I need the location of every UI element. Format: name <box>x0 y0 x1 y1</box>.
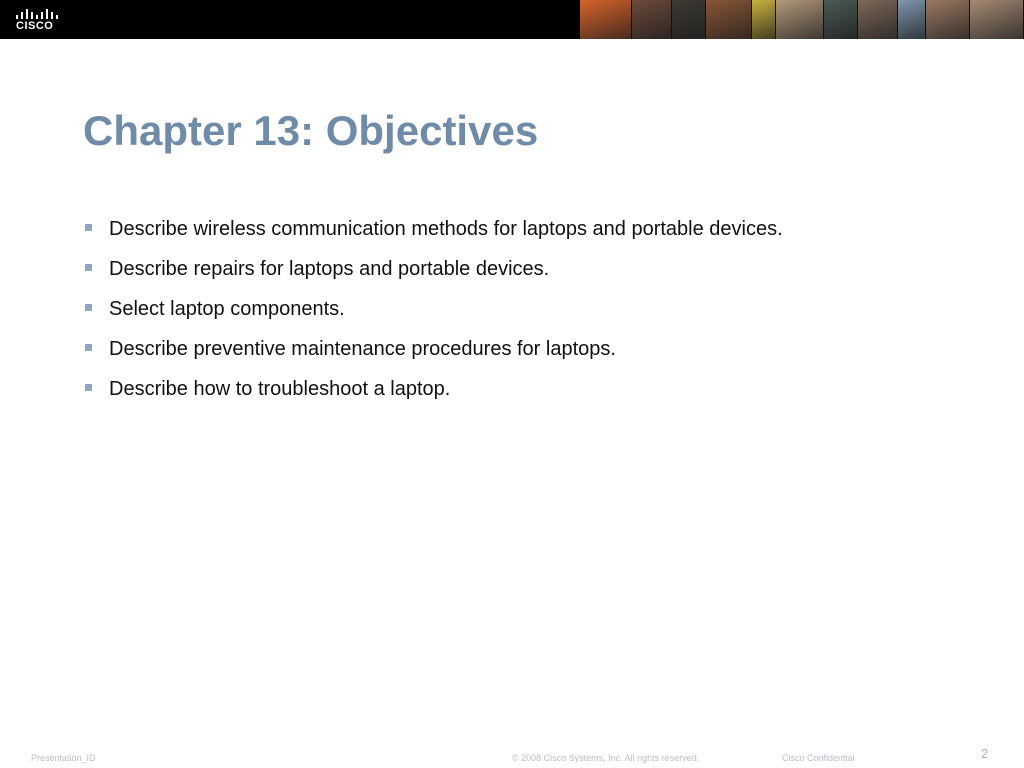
autumn-leaves-photo <box>580 0 632 39</box>
objective-item <box>84 249 783 289</box>
header-banner <box>0 0 1024 39</box>
man-portrait-photo <box>926 0 970 39</box>
objective-text: Describe how to troubleshoot a laptop. <box>109 378 451 400</box>
man-on-phone-photo <box>672 0 706 39</box>
objective-text: Select laptop components. <box>109 298 345 320</box>
cisco-logo-text: CISCO <box>16 20 54 32</box>
square-bullet-icon <box>85 224 92 231</box>
cisco-bars-icon <box>13 6 59 20</box>
square-bullet-icon <box>85 264 92 271</box>
objective-item <box>84 289 783 329</box>
man-in-cap-photo <box>970 0 1024 39</box>
sketch-photo <box>824 0 858 39</box>
square-bullet-icon <box>85 344 92 351</box>
objective-item <box>84 329 783 369</box>
objectives-list <box>84 209 783 409</box>
objective-item <box>84 369 783 409</box>
hands-photo <box>776 0 824 39</box>
smiling-woman-photo <box>632 0 672 39</box>
objective-text: Describe repairs for laptops and portable devices. <box>109 258 550 280</box>
copyright-notice: © 2008 Cisco Systems, Inc. All rights reserved. <box>512 753 700 763</box>
presentation-id: Presentation_ID <box>31 753 96 763</box>
page-number: 2 <box>981 746 989 761</box>
square-bullet-icon <box>85 304 92 311</box>
blue-wall-photo <box>898 0 926 39</box>
smiling-man-photo <box>706 0 752 39</box>
slide-title: Chapter 13: Objectives <box>83 107 539 154</box>
cisco-logo <box>13 6 59 34</box>
objective-text: Describe wireless communication methods for laptops and portable devices. <box>109 218 783 240</box>
header-photo-strip <box>580 0 1024 39</box>
objective-item <box>84 209 783 249</box>
square-bullet-icon <box>85 384 92 391</box>
confidential-label: Cisco Confidential <box>782 753 855 763</box>
objective-text: Describe preventive maintenance procedures for laptops. <box>109 338 616 360</box>
yellow-leaves-photo <box>752 0 776 39</box>
woman-portrait-photo <box>858 0 898 39</box>
